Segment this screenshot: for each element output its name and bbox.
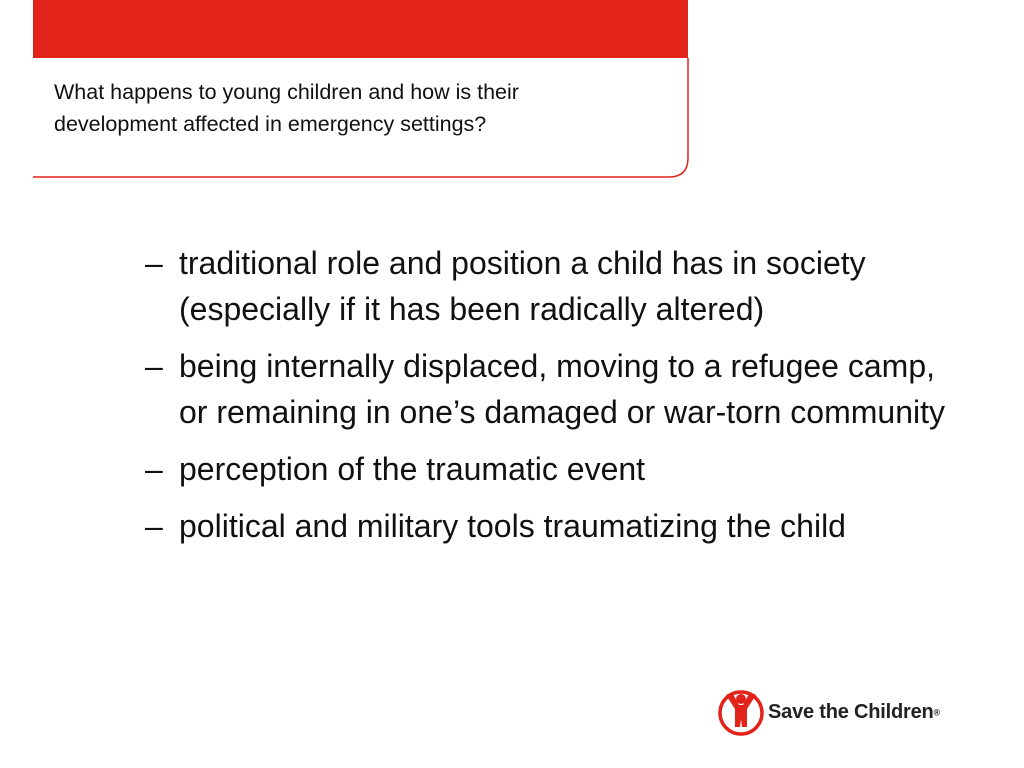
bullet-item — [145, 446, 945, 492]
bullet-dash: – — [145, 508, 163, 544]
bullet-text: political and military tools traumatizing the child — [179, 508, 846, 544]
logo-name: Save the Children — [768, 700, 934, 723]
registered-mark: ® — [933, 707, 940, 718]
save-the-children-logo — [718, 684, 968, 740]
bullet-text: perception of the traumatic event — [179, 451, 646, 487]
bullet-list — [145, 240, 945, 560]
bullet-dash: – — [145, 348, 163, 384]
bullet-item — [145, 503, 945, 549]
bullet-dash: – — [145, 451, 163, 487]
bullet-text: being internally displaced, moving to a refugee camp, or remaining in one’s damaged or war-torn community — [179, 348, 945, 430]
bullet-item — [145, 343, 945, 435]
bullet-dash: – — [145, 245, 163, 281]
child-figure-icon — [718, 687, 764, 737]
bullet-item — [145, 240, 945, 332]
slide-title: What happens to young children and how is their development affected in emergency settings? — [54, 80, 519, 136]
logo-wordmark — [768, 701, 940, 724]
bullet-text: traditional role and position a child has in society (especially if it has been radically altered) — [179, 245, 866, 327]
